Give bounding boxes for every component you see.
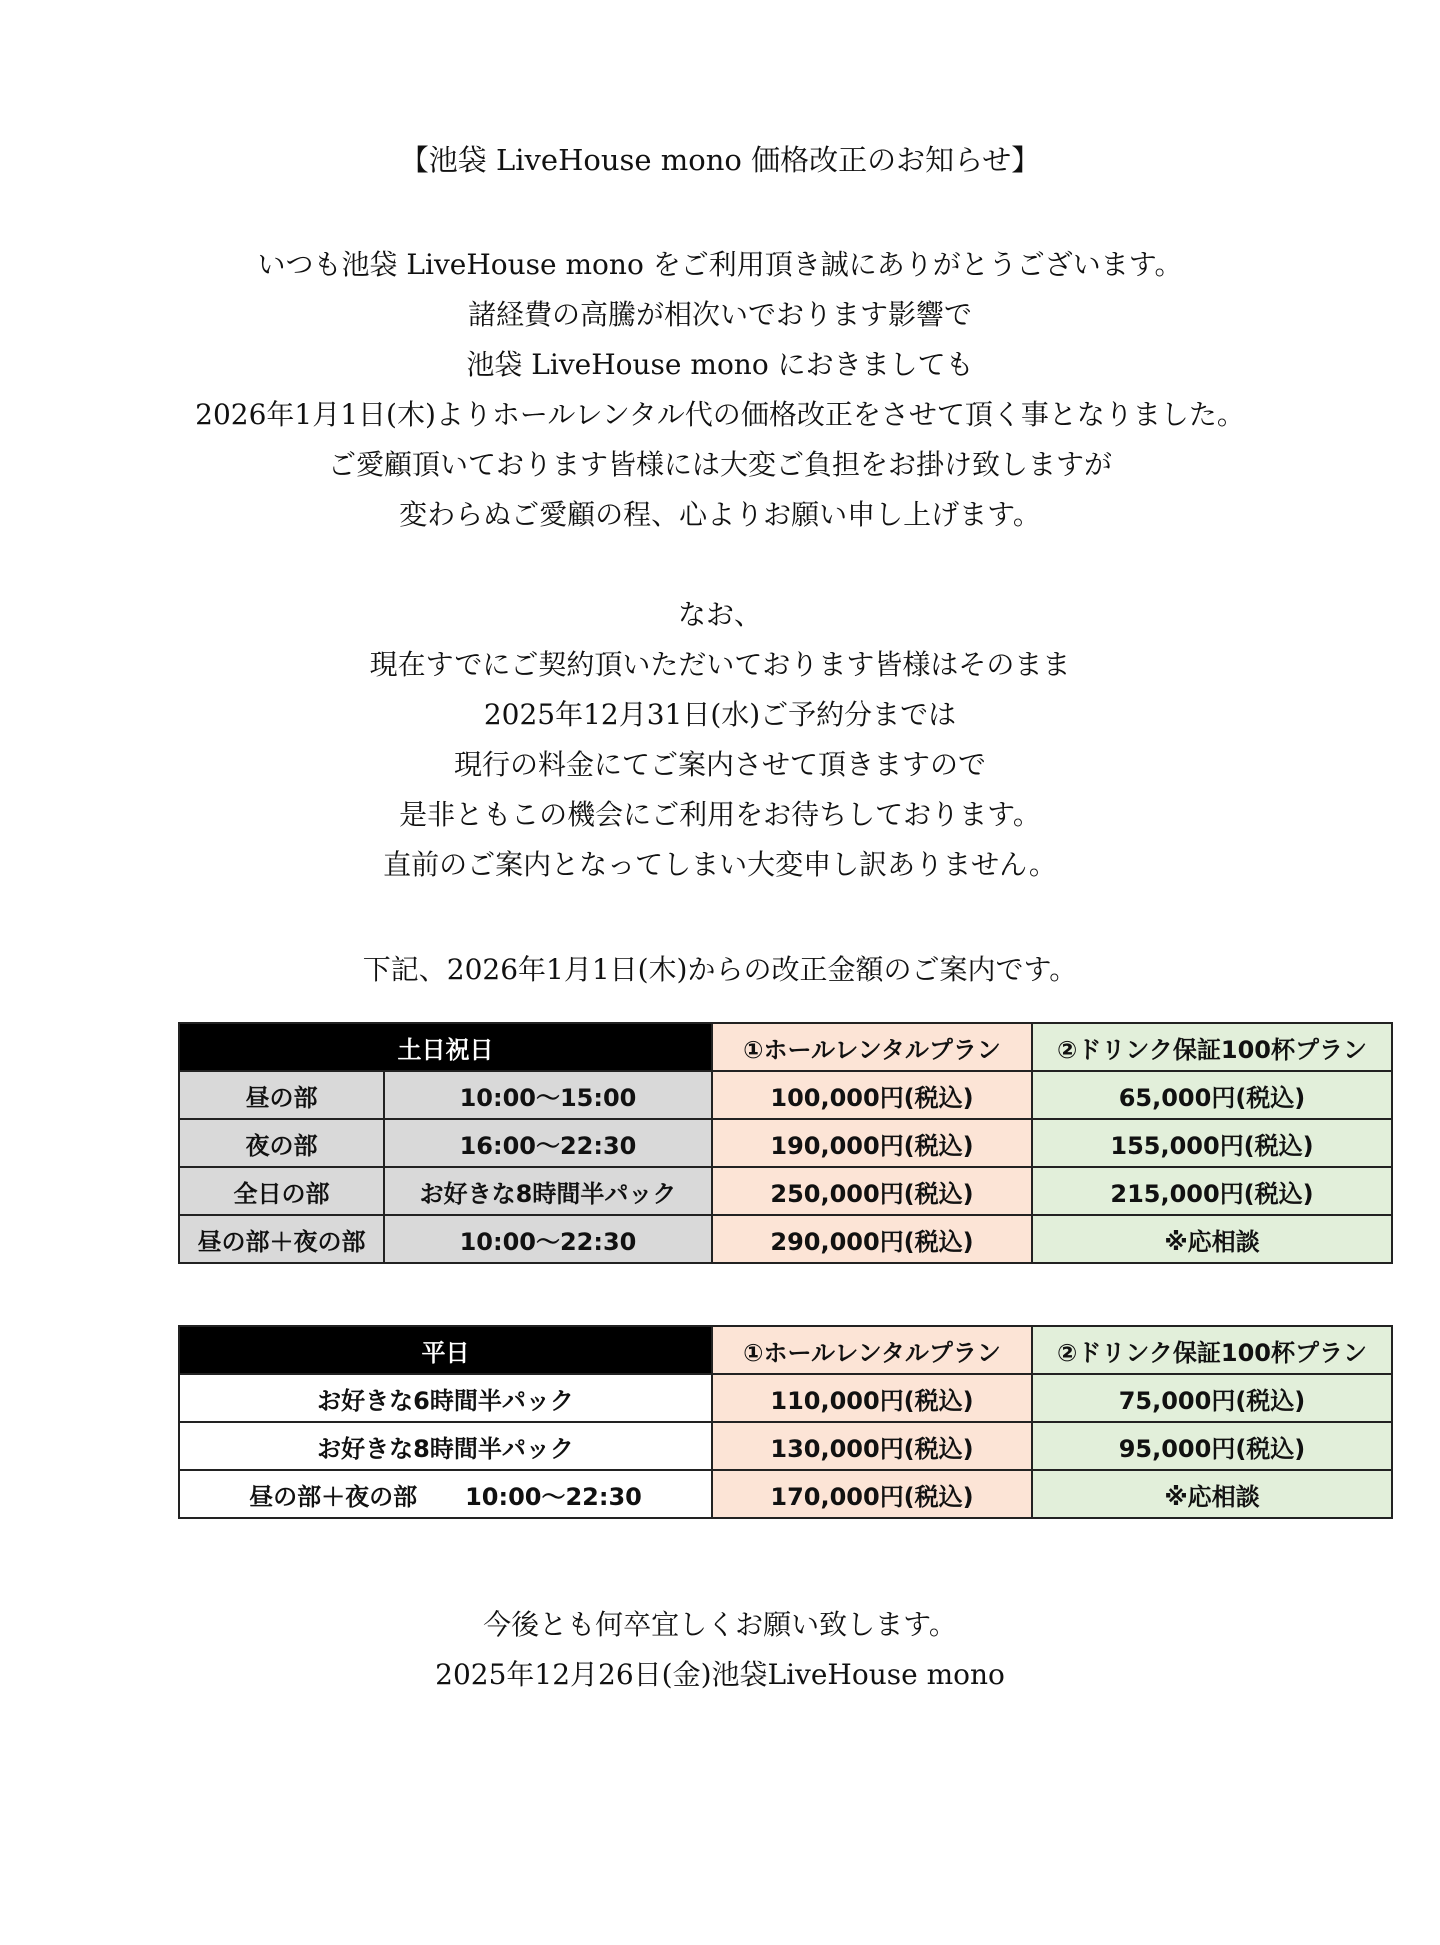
weekend-price-table — [178, 1022, 1393, 1264]
row-plan2-price: 65,000円(税込) — [1032, 1071, 1392, 1119]
closing-paragraph — [0, 1600, 1440, 1700]
row-time: 10:00～15:00 — [384, 1071, 712, 1119]
note-line: 2025年12月31日(水)ご予約分までは — [483, 698, 957, 731]
notice-title: 【池袋 LiveHouse mono 価格改正のお知らせ】 — [399, 143, 1041, 177]
row-plan1-price: 100,000円(税込) — [712, 1071, 1032, 1119]
note-line: 是非ともこの機会にご利用をお待ちしております。 — [399, 798, 1041, 831]
row-label: 全日の部 — [179, 1167, 384, 1215]
weekday-price-table — [178, 1325, 1393, 1519]
row-plan1-price: 250,000円(税込) — [712, 1167, 1032, 1215]
note-line: 直前のご案内となってしまい大変申し訳ありません。 — [383, 848, 1057, 881]
row-label: 昼の部＋夜の部 10:00～22:30 — [179, 1470, 712, 1518]
table-row — [179, 1215, 1392, 1263]
weekend-table-header — [179, 1023, 1392, 1071]
row-time: 16:00～22:30 — [384, 1119, 712, 1167]
row-plan1-price: 130,000円(税込) — [712, 1422, 1032, 1470]
row-time: 10:00～22:30 — [384, 1215, 712, 1263]
closing-line: 今後とも何卒宜しくお願い致します。 — [483, 1608, 957, 1641]
intro-line: 池袋 LiveHouse mono におきましても — [466, 348, 974, 381]
row-plan2-price: 95,000円(税込) — [1032, 1422, 1392, 1470]
table-intro — [0, 945, 1440, 995]
row-label: 昼の部 — [179, 1071, 384, 1119]
note-line: 現行の料金にてご案内させて頂きますので — [453, 748, 986, 781]
weekend-header-plan1: ①ホールレンタルプラン — [712, 1023, 1032, 1071]
weekend-header-category: 土日祝日 — [179, 1023, 712, 1071]
weekday-header-plan2: ②ドリンク保証100杯プラン — [1032, 1326, 1392, 1374]
row-plan1-price: 170,000円(税込) — [712, 1470, 1032, 1518]
row-label: 昼の部＋夜の部 — [179, 1215, 384, 1263]
intro-paragraph — [0, 240, 1440, 540]
row-plan2-price: 75,000円(税込) — [1032, 1374, 1392, 1422]
row-plan2-price: 155,000円(税込) — [1032, 1119, 1392, 1167]
closing-signature: 2025年12月26日(金)池袋LiveHouse mono — [435, 1658, 1005, 1691]
weekday-table-header — [179, 1326, 1392, 1374]
note-paragraph — [0, 590, 1440, 890]
row-label: 夜の部 — [179, 1119, 384, 1167]
intro-line: 諸経費の高騰が相次いでおります影響で — [467, 298, 972, 331]
intro-line: いつも池袋 LiveHouse mono をご利用頂き誠にありがとうございます。 — [257, 248, 1183, 281]
weekday-header-plan1: ①ホールレンタルプラン — [712, 1326, 1032, 1374]
note-line: なお、 — [677, 598, 762, 631]
table-intro-line: 下記、2026年1月1日(木)からの改正金額のご案内です。 — [362, 953, 1078, 986]
row-plan2-price: ※応相談 — [1032, 1470, 1392, 1518]
row-plan1-price: 110,000円(税込) — [712, 1374, 1032, 1422]
row-label: お好きな6時間半パック — [179, 1374, 712, 1422]
intro-line: 2026年1月1日(木)よりホールレンタル代の価格改正をさせて頂く事となりました。 — [195, 398, 1245, 431]
row-plan1-price: 190,000円(税込) — [712, 1119, 1032, 1167]
table-row — [179, 1071, 1392, 1119]
table-row — [179, 1374, 1392, 1422]
intro-line: 変わらぬご愛顧の程、心よりお願い申し上げます。 — [399, 498, 1041, 531]
note-line: 現在すでにご契約頂いただいております皆様はそのまま — [369, 648, 1071, 681]
row-label: お好きな8時間半パック — [179, 1422, 712, 1470]
row-plan2-price: ※応相談 — [1032, 1215, 1392, 1263]
table-row — [179, 1422, 1392, 1470]
intro-line: ご愛顧頂いております皆様には大変ご負担をお掛け致しますが — [327, 448, 1112, 481]
weekday-header-category: 平日 — [179, 1326, 712, 1374]
table-row — [179, 1470, 1392, 1518]
table-row — [179, 1119, 1392, 1167]
table-row — [179, 1167, 1392, 1215]
row-time: お好きな8時間半パック — [384, 1167, 712, 1215]
row-plan1-price: 290,000円(税込) — [712, 1215, 1032, 1263]
row-plan2-price: 215,000円(税込) — [1032, 1167, 1392, 1215]
weekend-header-plan2: ②ドリンク保証100杯プラン — [1032, 1023, 1392, 1071]
